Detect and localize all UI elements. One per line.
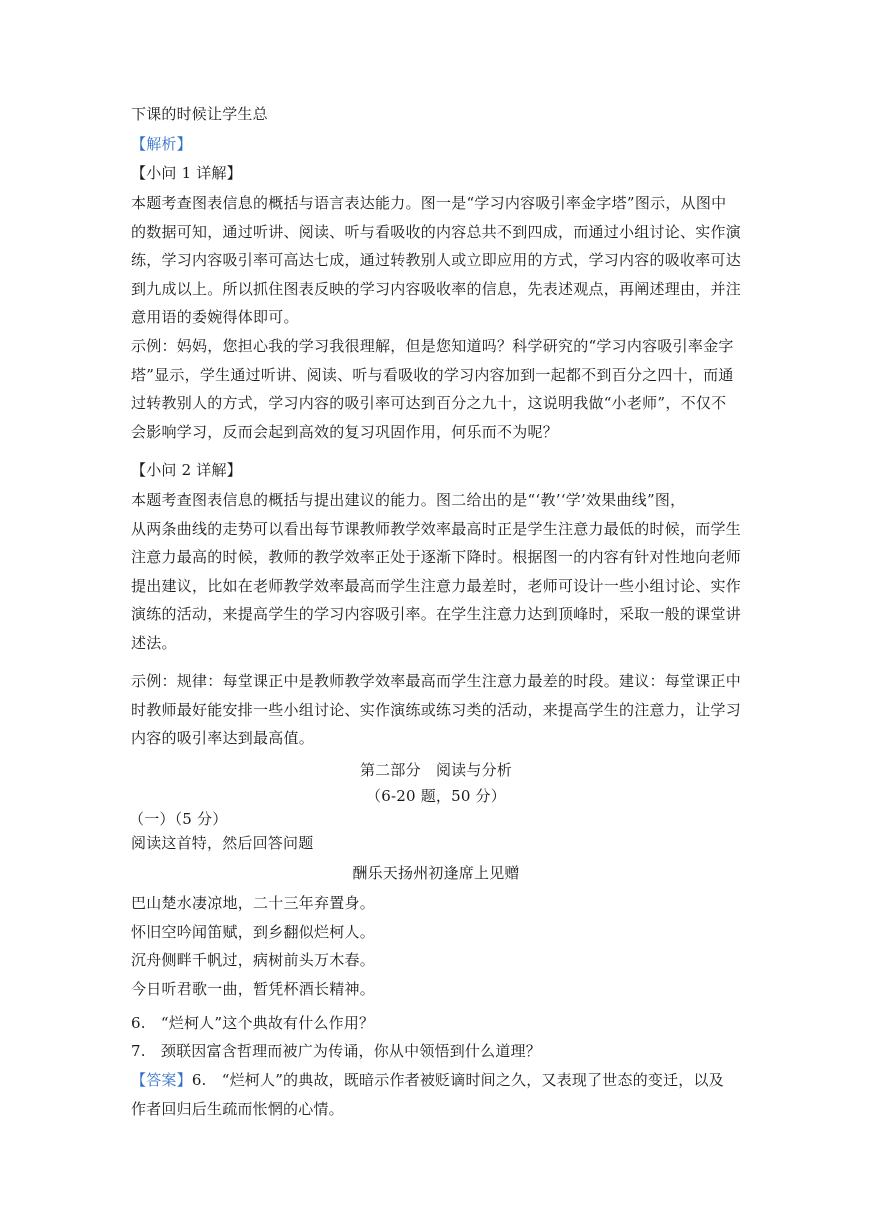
paragraph-1-line: 的数据可知，通过听讲、阅读、听与看吸收的内容总共不到四成，而通过小组讨论、实作演 (131, 222, 742, 241)
paragraph-4-line: 时教师最好能安排一些小组讨论、实作演练或练习类的活动，来提高学生的注意力，让学习 (131, 700, 742, 719)
analysis-heading: 【解析】 (131, 135, 192, 153)
text-line-partial: 下课的时候让学生总 (131, 105, 268, 123)
poem-title: 酬乐天扬州初逢席上见赠 (352, 864, 520, 882)
poem-line: 巴山楚水凄凉地，二十三年弃置身。 (131, 894, 376, 912)
answer-line-1 (131, 1068, 741, 1092)
section-title: 第二部分 阅读与分析 (359, 761, 512, 779)
paragraph-1-line: 练，学习内容吸引率可高达七成，通过转教别人或立即应用的方式，学习内容的吸收率可达 (131, 251, 742, 269)
reading-instruction: 阅读这首特，然后回答问题 (131, 834, 314, 852)
subquestion-1-heading: 【小问 1 详解】 (131, 164, 242, 182)
section-subtitle: （6-20 题，50 分） (366, 787, 506, 805)
paragraph-1-line: 本题考查图表信息的概括与语言表达能力。图一是“学习内容吸引率金字塔”图示，从图中 (131, 194, 727, 212)
question-6: 6. “烂柯人”这个典故有什么作用？ (131, 1014, 375, 1032)
paragraph-2-line: 示例：妈妈，您担心我的学习我很理解，但是您知道吗？科学研究的“学习内容吸引率金字 (131, 337, 734, 355)
paragraph-3-line: 从两条曲线的走势可以看出每节课教师教学效率最高时正是学生注意力最低的时候，而学生 (131, 519, 742, 538)
paragraph-2-line: 会影响学习，反而会起到高效的复习巩固作用，何乐而不为呢？ (131, 422, 559, 441)
answer-text: 6. “烂柯人”的典故，既暗示作者被贬谪时间之久，又表现了世态的变迁，以及 (191, 1071, 724, 1089)
question-7: 7. 颈联因富含哲理而被广为传诵，你从中领悟到什么道理？ (131, 1042, 541, 1060)
poem-line: 今日听君歌一曲，暂凭杯酒长精神。 (131, 979, 376, 998)
paragraph-4-line: 内容的吸引率达到最高值。 (131, 729, 315, 747)
paragraph-1 (131, 189, 741, 332)
poem-line: 怀旧空吟闻笛赋，到乡翻似烂柯人。 (131, 922, 376, 941)
paragraph-3-line: 提出建议，比如在老师教学效率最高而学生注意力最差时，老师可设计一些小组讨论、实作 (131, 576, 742, 595)
poem-line: 沉舟侧畔千帆过，病树前头万木春。 (131, 951, 376, 969)
answer-line-2: 作者回归后生疏而怅惘的心情。 (131, 1100, 344, 1118)
paragraph-2-line: 塔”显示，学生通过听讲、阅读、听与看吸收的学习内容加到一起都不到百分之四十，而通 (131, 365, 734, 384)
paragraph-2-line: 过转教别人的方式，学习内容的吸引率可达到百分之九十，这说明我做“小老师”，不仅不 (131, 394, 727, 412)
poem-body (131, 889, 741, 1003)
paragraph-1-line: 到九成以上。所以抓住图表反映的学习内容吸收率的信息，先表述观点，再阐述理由，并注 (131, 279, 742, 298)
paragraph-2 (131, 332, 741, 446)
paragraph-3 (131, 486, 741, 657)
paragraph-3-line: 注意力最高的时候，教师的教学效率正处于逐渐下降时。根据图一的内容有针对性地向老师 (131, 548, 742, 566)
paragraph-4 (131, 667, 741, 753)
paragraph-1-line: 意用语的委婉得体即可。 (131, 308, 299, 326)
subquestion-2-heading: 【小问 2 详解】 (131, 461, 242, 479)
paragraph-3-line: 本题考查图表信息的概括与提出建议的能力。图二给出的是“‘教’‘学’效果曲线”图， (131, 491, 686, 509)
paragraph-3-line: 述法。 (131, 633, 177, 652)
answer-tag: 【答案】 (131, 1071, 192, 1089)
part-label: （一）（5 分） (129, 810, 228, 828)
paragraph-4-line: 示例：规律：每堂课正中是教师教学效率最高而学生注意力最差的时段。建议：每堂课正中 (131, 672, 742, 690)
paragraph-3-line: 演练的活动，来提高学生的学习内容吸引率。在学生注意力达到顶峰时，采取一般的课堂讲 (131, 605, 742, 623)
